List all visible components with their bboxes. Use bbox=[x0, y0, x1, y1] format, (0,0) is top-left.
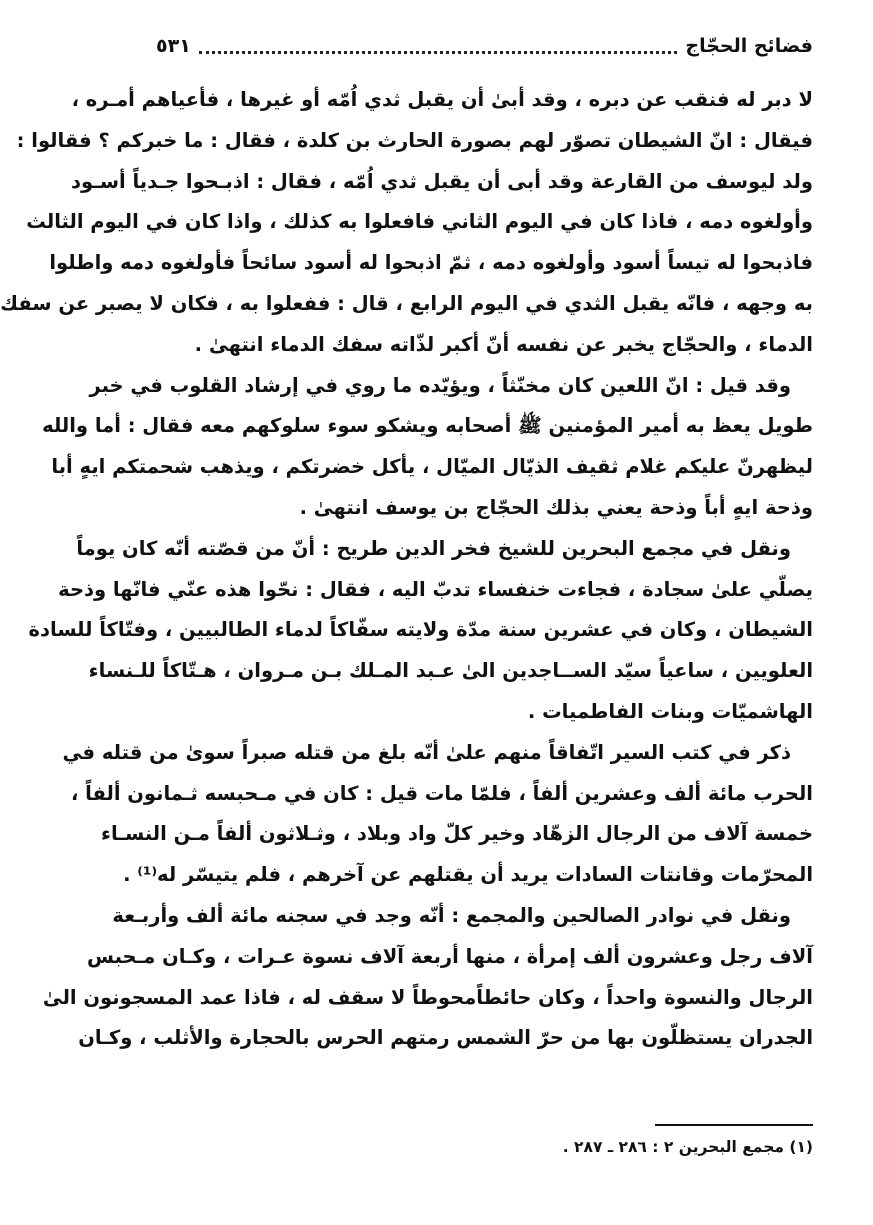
text-line: طويل يعظ به أمير المؤمنين ﷺ أصحابه ويشكو سوء سلوكهم معه فقال : أما والله bbox=[42, 414, 813, 438]
text-line: لا دبر له فنقب عن دبره ، وقد أبىٰ أن يقبل ثدي اُمّه أو غيرها ، فأعياهم أمـره ، bbox=[71, 88, 813, 111]
text-line: فيقال : انّ الشيطان تصوّر لهم بصورة الحارث بن كلدة ، فقال : ما خبركم ؟ فقالوا : bbox=[16, 128, 813, 152]
text-line: وأولغوه دمه ، فاذا كان في اليوم الثاني فافعلوا به كذلك ، واذا كان في اليوم الثالث bbox=[26, 210, 813, 234]
text-line: الحرب مائة ألف وعشرين ألفاً ، فلمّا مات قيل : كان في مـحبسه ثـمانون ألفاً ، bbox=[70, 781, 813, 805]
footnote-separator bbox=[655, 1124, 813, 1126]
paragraph bbox=[62, 733, 813, 896]
text-line: ونقل في نوادر الصالحين والمجمع : أنّه وجد في سجنه مائة ألف وأربـعة bbox=[112, 903, 791, 927]
footnote: (١) مجمع البحرين ٢ : ٢٨٦ ـ ٢٨٧ . bbox=[562, 1138, 813, 1156]
text-line: آلاف رجل وعشرون ألف إمرأة ، منها أربعة آلاف نسوة عـرات ، وكـان مـحبس bbox=[87, 944, 813, 968]
paragraph bbox=[28, 529, 813, 733]
text-line: المحرّمات وقانتات السادات يريد أن يقتلهم عن آخرهم ، فلم يتيسّر له⁽¹⁾ . bbox=[123, 863, 813, 887]
running-header bbox=[156, 28, 813, 64]
text-line: الرجال والنسوة واحداً ، وكان حائطاًمحوطاً لا سقف له ، فاذا عمد المسجونون الىٰ bbox=[42, 985, 813, 1009]
text-line: وقد قيل : انّ اللعين كان مخنّثاً ، ويؤيّده ما روي في إرشاد القلوب في خبر bbox=[89, 373, 791, 397]
text-line: الدماء ، والحجّاج يخبر عن نفسه أنّ أكبر لذّاته سفك الدماء انتهىٰ . bbox=[194, 332, 813, 356]
text-line: ليظهرنّ عليكم غلام ثقيف الذيّال الميّال ، يأكل خضرتكم ، ويذهب شحمتكم ايهٍ أبا bbox=[51, 455, 813, 479]
text-line: العلويين ، ساعياً سيّد الســاجدين الىٰ عـبد المـلك بـن مـروان ، هـتّاكاً للـنساء bbox=[88, 659, 813, 683]
text-line: ولد ليوسف من القارعة وقد أبى أن يقبل ثدي اُمّه ، فقال : اذبـحوا جـدياً أسـود bbox=[70, 169, 813, 193]
page-number: ٥٣١ bbox=[156, 35, 191, 57]
body-text bbox=[0, 80, 813, 1059]
text-line: الشيطان ، وكان في عشرين سنة مدّة ولايته سفّاكاً لدماء الطالبيين ، وفتّاكاً للسادة bbox=[28, 618, 813, 642]
text-line: به وجهه ، فانّه يقبل الثدي في اليوم الرابع ، قال : ففعلوا به ، فكان لا يصبر عن سفك bbox=[0, 291, 813, 315]
text-line: فاذبحوا له تيساً أسود وأولغوه دمه ، ثمّ اذبحوا له أسود سائحاً فأولغوه دمه واطلوا bbox=[49, 251, 813, 275]
text-line: الهاشميّات وبنات الفاطميات . bbox=[527, 699, 813, 723]
text-line: الجدران يستظلّون بها من حرّ الشمس رمتهم الحرس بالحجارة والأثلب ، وكـان bbox=[78, 1026, 813, 1050]
paragraph bbox=[42, 896, 813, 1059]
running-title: فضائح الحجّاج bbox=[685, 35, 813, 57]
text-line: ونقل في مجمع البحرين للشيخ فخر الدين طريح : أنّ من قصّته أنّه كان يوماً bbox=[76, 536, 791, 560]
text-line: ذكر في كتب السير اتّفاقاً منهم علىٰ أنّه بلغ من قتله صبراً سوىٰ من قتله في bbox=[62, 740, 791, 764]
text-line: خمسة آلاف من الرجال الزهّاد وخير كلّ واد وبلاد ، وثـلاثون ألفاً مـن النسـاء bbox=[101, 822, 813, 846]
paragraph bbox=[0, 80, 813, 366]
text-line: وذحة ايهٍ أباً وذحة يعني بذلك الحجّاج بن يوسف انتهىٰ . bbox=[299, 495, 813, 519]
text-line: يصلّي علىٰ سجادة ، فجاءت خنفساء تدبّ اليه ، فقال : نحّوا هذه عنّي فانّها وذحة bbox=[58, 577, 813, 601]
dotted-leader bbox=[199, 51, 678, 54]
paragraph bbox=[42, 366, 813, 529]
